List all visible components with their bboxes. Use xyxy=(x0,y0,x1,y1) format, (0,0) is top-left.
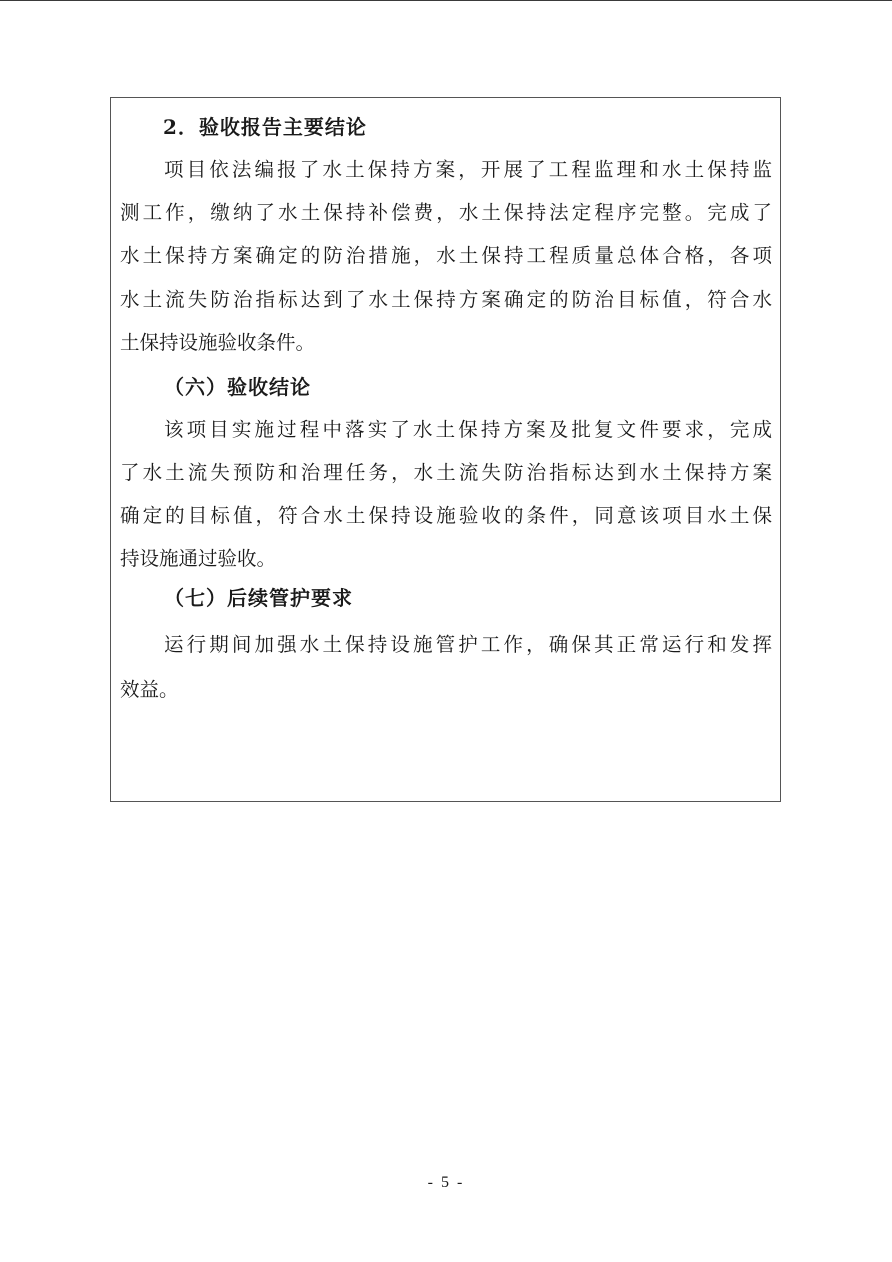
section-6-heading: （六）验收结论 xyxy=(164,375,311,399)
section-6-line-2: 了水土流失预防和治理任务，水土流失防治指标达到水土保持方案 xyxy=(120,461,772,484)
section-6-line-4: 持设施通过验收。 xyxy=(120,547,277,570)
section-2-line-2: 测工作，缴纳了水土保持补偿费，水土保持法定程序完整。完成了 xyxy=(120,201,772,224)
section-2-line-3: 水土保持方案确定的防治措施，水土保持工程质量总体合格，各项 xyxy=(120,244,772,267)
section-7-heading: （七）后续管护要求 xyxy=(164,586,353,610)
section-2-line-1: 项目依法编报了水土保持方案，开展了工程监理和水土保持监 xyxy=(164,158,772,181)
section-7-line-1: 运行期间加强水土保持设施管护工作，确保其正常运行和发挥 xyxy=(164,633,772,656)
section-6-line-3: 确定的目标值，符合水土保持设施验收的条件，同意该项目水土保 xyxy=(120,504,772,527)
section-2-line-5: 土保持设施验收条件。 xyxy=(120,331,316,354)
section-2-line-4: 水土流失防治指标达到了水土保持方案确定的防治目标值，符合水 xyxy=(120,288,772,311)
section-6-line-1: 该项目实施过程中落实了水土保持方案及批复文件要求，完成 xyxy=(164,418,772,441)
page-number: - 5 - xyxy=(427,1174,465,1191)
section-2-heading: 2．验收报告主要结论 xyxy=(163,115,367,139)
section-7-line-2: 效益。 xyxy=(120,678,179,701)
top-edge-rule xyxy=(0,0,892,1)
